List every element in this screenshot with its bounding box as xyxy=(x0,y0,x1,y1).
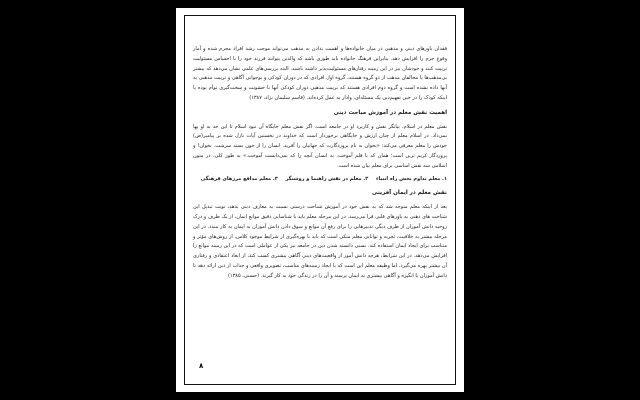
paragraph-faith-creation: بعد از اینکه معلم متوجه شد که به نقش خود در آموزش شناخت درستی نسبت به معارف دینی بدهد، نوبت تبدیل این شناخت های ذهنی به باورهای قلبی فرا می‌رسد. در این مرحله معلم باید با شناسایی دقیق موانع ایمان، از یک طرف و درک روحیه دانش آموزان از طرف دیگر، تدبیرهایی را برای رفع آن موانع و سوق دادن دانش آموزان به ایمان به کار ببندد. در این مرحله بیشتر به خلاقیت، تجربه و توانایی معلم متکی است که باید با بهره‌گیری از شرایط موجود کلاس، از روش‌های مؤثر و متناسب برای ایجاد ایمان استفاده کند. نسبی دانسته شدن دین در جامعه نیز یکی از عواملی است که در این زمینه موانع را افزایش می‌دهد. در این شرایط، هرچه دانش آموز از واقعیت‌های دینی آگاهی بیشتری کسب کند، از ابعاد اعتقادی و رفتاری آن بیشتر بهره می‌گیرد. اما وظیفه معلم این است که با ایجاد زمینه‌های مناسب، تصویری واقعی و جذاب از دین ارائه دهد تا دانش آموزان با انگیزه و آگاهی بیشتری به ایمان برسند و آن را در زندگی خود به کار گیرند. (حسنی، ۱۳۸۵) xyxy=(193,204,447,279)
teacher-roles-list xyxy=(193,175,447,185)
list-item: ۲. معلم در نقش راهنما و روشنگر xyxy=(285,175,369,182)
page-number: ۸ xyxy=(199,362,204,371)
paragraph-family-religion: فقدان باورهای دینی و مذهبی در میان خانواده‌ها و اهمیت ندادن به مذهب می‌تواند موجب رشد افراد مجرم شده و آمار وقوع جرم را افزایش دهد. بنابراین فرهنگ خانواده باید طوری باشد که والدین بتوانند فرزند خود را با احساس مسئولیت تربیت کنند و خودشان نیز در این زمینه رفتارهای مسئولیت‌پذیر داشته باشند. البته بررسی‌های علمی نشان می‌دهد که بیشتر بی‌مذهب‌ها یا مخالفان مذهب از دو گروه هستند، گروه اول افرادی که در دوران کودکی و نوجوانی آگاهی و تربیت مذهبی به آنها داده نشده است و گروه دوم افرادی هستند که تربیت مذهبی دوران کودکی آنها با خشونت و سخت‌گیری توأم بوده یا اینکه کودک را در حین تفهیم‌دین یک مسئله‌ای، وادار به عمل کرده‌اند. (قاسم سلیمان نژاد، ۱۳۸۷) xyxy=(193,46,447,101)
page-border xyxy=(184,15,456,385)
list-item: ۱. معلم تداوم بخش راه انبیاء xyxy=(376,175,447,182)
paragraph-teacher-in-islam: نقش معلم در اسلام، بیانگر نقش و کاربرد او در جامعه است. اگر نقش معلم جایگاه آن نبود اسلام تا این حد به او بها نمی‌داد. در اسلام معلم از چنان ارزش و جایگاهی برخوردار است که خداوند در نخستین آیات نازل شده بر پیامبر(ص) خودش را معلم معرفی می‌کند: «بخوان به نام پروردگارت که جهانیان را آفرید. انسان را از خون بسته سرشت. بخوان! و پروردگار کریم ترین است؛ همان که با قلم آموخت. به انسان آنچه را که نمی‌دانست آموخت.» به طور کلی، در متون اسلامی سه نقش اساسی برای معلم بیان شده است. xyxy=(193,123,447,169)
list-item: ۳. معلم مدافع مرزهای فرهنگی xyxy=(200,175,278,182)
heading-teacher-role-importance: اهمیت نقش معلم در آموزش مباحث دینی xyxy=(333,109,447,116)
heading-teacher-faith-creation: نقش معلم در ایمان آفرینی xyxy=(372,190,447,197)
document-page xyxy=(176,8,464,392)
